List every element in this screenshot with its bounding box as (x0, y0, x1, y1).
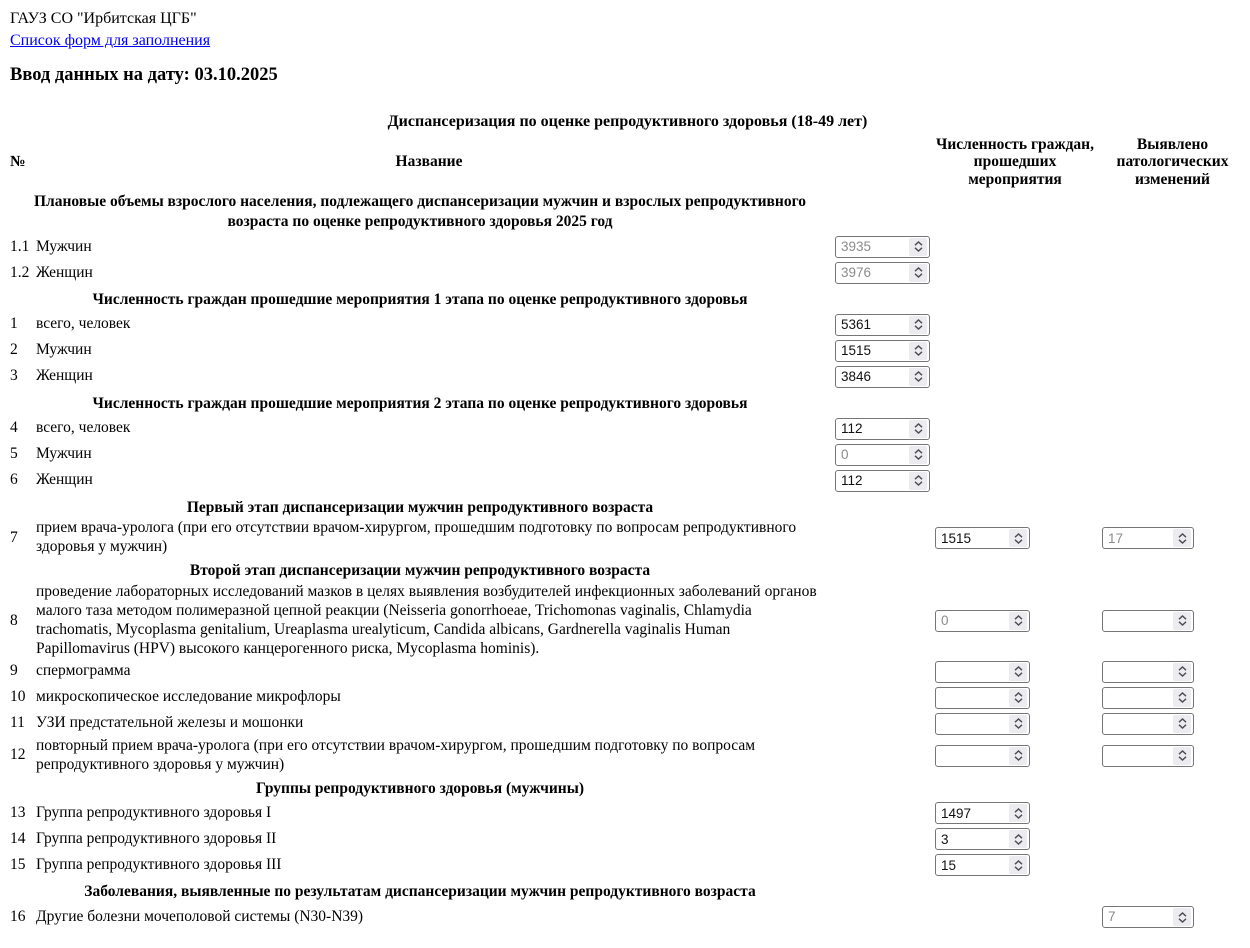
cell-pathology (1100, 525, 1245, 551)
section-row (10, 775, 1245, 801)
number-input-value: 3935 (841, 239, 872, 255)
spinner-buttons[interactable] (909, 316, 927, 334)
table-row (10, 826, 1245, 852)
spinner-buttons[interactable] (1173, 612, 1191, 630)
row-name: Мужчин (36, 237, 92, 255)
cell-participants (930, 711, 1100, 737)
number-input-value: 1515 (941, 530, 972, 546)
row-name: Женщин (36, 263, 93, 281)
column-header-participants: Численность граждан, прошедших мероприятия (936, 135, 1094, 188)
spinner-up-icon[interactable] (1014, 834, 1023, 839)
cell-pathology (1100, 608, 1245, 634)
spinner-buttons (1173, 908, 1191, 926)
spinner-down-icon[interactable] (1178, 724, 1187, 729)
number-input-row-1-a[interactable] (835, 314, 930, 336)
number-input-value: 5361 (841, 317, 872, 333)
section-heading: Второй этап диспансеризации мужчин репродуктивного возраста (189, 562, 651, 580)
number-input-row-11-b[interactable] (935, 713, 1030, 735)
number-input-value: 1515 (841, 343, 872, 359)
spinner-down-icon[interactable] (1178, 621, 1187, 626)
row-name: Мужчин (36, 445, 92, 463)
spinner-up-icon[interactable] (914, 371, 923, 376)
table-row (10, 364, 1245, 390)
spinner-down-icon (914, 455, 923, 460)
spinner-down-icon[interactable] (1178, 672, 1187, 677)
spinner-down-icon (1178, 918, 1187, 923)
spinner-down-icon[interactable] (1014, 814, 1023, 819)
row-name: Мужчин (36, 341, 92, 359)
number-input-row-13-b[interactable] (935, 802, 1030, 824)
spinner-down-icon[interactable] (914, 481, 923, 486)
spinner-buttons[interactable] (909, 420, 927, 438)
row-name: Группа репродуктивного здоровья I (36, 803, 272, 821)
spinner-buttons[interactable] (909, 472, 927, 490)
spinner-down-icon[interactable] (1014, 866, 1023, 871)
spinner-up-icon (914, 449, 923, 454)
table-row (10, 234, 1245, 260)
table-row (10, 800, 1245, 826)
row-number: 13 (10, 804, 26, 822)
section-row (10, 390, 1245, 416)
row-number: 10 (10, 688, 26, 706)
cell-pathology (1100, 685, 1245, 711)
row-number: 11 (10, 714, 25, 732)
spinner-buttons[interactable] (1173, 663, 1191, 681)
spinner-up-icon[interactable] (914, 345, 923, 350)
row-name: УЗИ предстательной железы и мошонки (36, 714, 304, 732)
row-number: 1.1 (10, 237, 30, 255)
spinner-up-icon[interactable] (914, 319, 923, 324)
cell-participants (930, 659, 1100, 685)
table-row (10, 711, 1245, 737)
number-input-value: 1497 (941, 805, 972, 821)
number-input-value: 0 (841, 446, 849, 462)
spinner-up-icon[interactable] (914, 475, 923, 480)
spinner-down-icon (914, 273, 923, 278)
spinner-down-icon[interactable] (914, 377, 923, 382)
number-input-value: 3 (941, 831, 949, 847)
cell-pathology (1100, 904, 1245, 930)
cell-participants (930, 852, 1100, 878)
number-input-row-2-a[interactable] (835, 340, 930, 362)
number-input-row-4-a[interactable] (835, 418, 930, 440)
number-input-value: 17 (1108, 530, 1124, 546)
cell-plan (830, 416, 930, 442)
column-header-number: № (10, 152, 26, 170)
table-rows (10, 188, 1245, 930)
section-row (10, 878, 1245, 904)
spinner-down-icon[interactable] (1014, 840, 1023, 845)
row-name: повторный прием врача-уролога (при его отсутствии врачом-хирургом, прошедшим подготовку по вопросам репродуктивного здоровья у мужчин) (36, 736, 756, 773)
row-name: спермограмма (36, 662, 131, 680)
row-number: 14 (10, 830, 26, 848)
row-number: 16 (10, 907, 26, 925)
spinner-buttons[interactable] (1009, 804, 1027, 822)
number-input-row-7-c (1102, 527, 1194, 549)
section-row (10, 188, 1245, 234)
cell-pathology (1100, 659, 1245, 685)
cell-participants (930, 608, 1100, 634)
row-number: 15 (10, 856, 26, 874)
spinner-buttons[interactable] (1009, 830, 1027, 848)
spinner-up-icon[interactable] (1014, 666, 1023, 671)
row-name: Женщин (36, 471, 93, 489)
spinner-buttons (909, 446, 927, 464)
number-input-row-15-b[interactable] (935, 854, 1030, 876)
spinner-buttons[interactable] (1009, 663, 1027, 681)
number-input-row-1.1-a (835, 236, 930, 258)
table-row (10, 583, 1245, 659)
number-input-row-12-c[interactable] (1102, 745, 1194, 767)
table-title: Диспансеризация по оценке репродуктивного здоровья (18-49 лет) (387, 112, 868, 130)
row-name: прием врача-уролога (при его отсутствии врачом-хирургом, прошедшим подготовку по вопросам репродуктивного здоровья у мужчин) (36, 519, 797, 556)
row-number: 8 (10, 611, 18, 629)
number-input-row-3-a[interactable] (835, 366, 930, 388)
row-number: 1 (10, 315, 18, 333)
cell-pathology (1100, 711, 1245, 737)
table-row (10, 519, 1245, 557)
spinner-buttons[interactable] (1173, 747, 1191, 765)
spinner-up-icon[interactable] (1014, 808, 1023, 813)
spinner-up-icon (1178, 533, 1187, 538)
number-input-value: 3846 (841, 369, 872, 385)
cell-participants (930, 743, 1100, 769)
row-name: проведение лабораторных исследований мазков в целях выявления возбудителей инфекционных заболеваний органов малого таза методом полимеразной цепной реакции (Neisseria gonorrhoeae, Trichomonas vaginalis, Chlamydia trachomatis, Mycoplasma genitalium, Ureaplasma urealyticum, Candida albicans, Gardnerella vaginalis Human Papillomavirus (HPV) высокого канцерогенного риска, Mycoplasma hominis). (36, 583, 817, 657)
spinner-up-icon[interactable] (1014, 692, 1023, 697)
spinner-up-icon[interactable] (1014, 860, 1023, 865)
number-input-row-11-c[interactable] (1102, 713, 1194, 735)
cell-plan (830, 234, 930, 260)
section-heading: Группы репродуктивного здоровья (мужчины) (256, 779, 584, 797)
cell-plan (830, 338, 930, 364)
row-name: Группа репродуктивного здоровья II (36, 829, 277, 847)
spinner-up-icon[interactable] (1014, 718, 1023, 723)
number-input-row-12-b[interactable] (935, 745, 1030, 767)
spinner-up-icon[interactable] (1178, 692, 1187, 697)
spinner-buttons (909, 238, 927, 256)
spinner-down-icon[interactable] (914, 351, 923, 356)
number-input-row-8-b (935, 610, 1030, 632)
table-header-row (10, 136, 1245, 189)
forms-list-link[interactable]: Список форм для заполнения (10, 31, 211, 49)
spinner-buttons[interactable] (1009, 689, 1027, 707)
table-row (10, 685, 1245, 711)
number-input-row-6-a[interactable] (835, 470, 930, 492)
number-input-value: 0 (941, 613, 949, 629)
row-number: 12 (10, 746, 26, 764)
number-input-row-14-b[interactable] (935, 828, 1030, 850)
row-number: 6 (10, 471, 18, 489)
number-input-value: 112 (841, 420, 863, 436)
spinner-buttons[interactable] (909, 342, 927, 360)
table-row (10, 852, 1245, 878)
spinner-up-icon[interactable] (1178, 718, 1187, 723)
number-input-row-5-a (835, 444, 930, 466)
table-row (10, 260, 1245, 286)
number-input-row-10-c[interactable] (1102, 687, 1194, 709)
table-row (10, 659, 1245, 685)
spinner-down-icon[interactable] (1014, 539, 1023, 544)
number-input-row-9-b[interactable] (935, 661, 1030, 683)
spinner-down-icon (1178, 539, 1187, 544)
spinner-down-icon[interactable] (914, 325, 923, 330)
row-name: Женщин (36, 367, 93, 385)
table-row (10, 904, 1245, 930)
number-input-row-9-c[interactable] (1102, 661, 1194, 683)
spinner-up-icon[interactable] (1178, 615, 1187, 620)
section-heading: Первый этап диспансеризации мужчин репродуктивного возраста (186, 498, 654, 516)
section-row (10, 557, 1245, 583)
row-number: 5 (10, 445, 18, 463)
section-row (10, 286, 1245, 312)
section-heading: Заболевания, выявленные по результатам диспансеризации мужчин репродуктивного возраста (84, 883, 756, 901)
number-input-value: 112 (841, 472, 863, 488)
row-number: 2 (10, 341, 18, 359)
spinner-buttons[interactable] (909, 368, 927, 386)
section-row (10, 494, 1245, 520)
number-input-row-16-c (1102, 906, 1194, 928)
number-input-row-7-b[interactable] (935, 527, 1030, 549)
spinner-buttons (1009, 612, 1027, 630)
row-number: 1.2 (10, 263, 30, 281)
spinner-up-icon[interactable] (1178, 750, 1187, 755)
row-name: микроскопическое исследование микрофлоры (36, 688, 341, 706)
spinner-up-icon[interactable] (1014, 533, 1023, 538)
table-row (10, 442, 1245, 468)
spinner-down-icon[interactable] (1178, 698, 1187, 703)
row-number: 9 (10, 662, 18, 680)
spinner-down-icon[interactable] (1014, 698, 1023, 703)
section-heading: Численность граждан прошедшие мероприятия 1 этапа по оценке репродуктивного здоровья (92, 290, 748, 308)
cell-plan (830, 260, 930, 286)
number-input-row-10-b[interactable] (935, 687, 1030, 709)
cell-participants (930, 525, 1100, 551)
table-row (10, 737, 1245, 775)
cell-plan (830, 364, 930, 390)
spinner-buttons[interactable] (1173, 715, 1191, 733)
row-number: 7 (10, 529, 18, 547)
spinner-down-icon[interactable] (1014, 724, 1023, 729)
number-input-row-1.2-a (835, 262, 930, 284)
spinner-buttons (909, 264, 927, 282)
spinner-down-icon[interactable] (1178, 756, 1187, 761)
cell-participants (930, 800, 1100, 826)
section-heading: Плановые объемы взрослого населения, подлежащего диспансеризации мужчин и взрослых репродуктивного возраста по оценке репродуктивного здоровья 2025 год (33, 193, 807, 231)
spinner-up-icon[interactable] (1014, 750, 1023, 755)
spinner-down-icon[interactable] (1014, 756, 1023, 761)
spinner-buttons[interactable] (1009, 856, 1027, 874)
spinner-down-icon (1014, 621, 1023, 626)
cell-participants (930, 826, 1100, 852)
spinner-up-icon (914, 241, 923, 246)
row-number: 4 (10, 419, 18, 437)
cell-pathology (1100, 743, 1245, 769)
spinner-buttons (1173, 529, 1191, 547)
spinner-buttons[interactable] (1173, 689, 1191, 707)
spinner-down-icon[interactable] (1014, 672, 1023, 677)
spinner-buttons[interactable] (1009, 529, 1027, 547)
number-input-value: 15 (941, 857, 957, 873)
spinner-buttons[interactable] (1009, 715, 1027, 733)
row-name: всего, человек (36, 315, 131, 333)
date-heading: Ввод данных на дату: 03.10.2025 (10, 64, 278, 85)
row-name: всего, человек (36, 419, 131, 437)
section-heading: Численность граждан прошедшие мероприятия 2 этапа по оценке репродуктивного здоровья (92, 394, 748, 412)
number-input-value: 3976 (841, 265, 872, 281)
cell-participants (930, 685, 1100, 711)
spinner-up-icon[interactable] (1178, 666, 1187, 671)
table-row (10, 416, 1245, 442)
column-header-pathology: Выявлено патологических изменений (1116, 135, 1229, 188)
cell-plan (830, 312, 930, 338)
spinner-buttons[interactable] (1009, 747, 1027, 765)
cell-plan (830, 468, 930, 494)
table-row (10, 338, 1245, 364)
table-row (10, 312, 1245, 338)
org-name: ГАУЗ СО "Ирбитская ЦГБ" (10, 10, 197, 27)
spinner-up-icon (1178, 912, 1187, 917)
row-name: Другие болезни мочеполовой системы (N30-N39) (36, 907, 364, 925)
row-number: 3 (10, 367, 18, 385)
spinner-up-icon (914, 267, 923, 272)
number-input-value: 7 (1108, 909, 1116, 925)
table-row (10, 468, 1245, 494)
number-input-row-8-c[interactable] (1102, 610, 1194, 632)
cell-plan (830, 442, 930, 468)
spinner-down-icon[interactable] (914, 429, 923, 434)
spinner-down-icon (914, 247, 923, 252)
row-name: Группа репродуктивного здоровья III (36, 855, 282, 873)
column-header-name: Название (395, 152, 463, 170)
spinner-up-icon (1014, 615, 1023, 620)
spinner-up-icon[interactable] (914, 423, 923, 428)
